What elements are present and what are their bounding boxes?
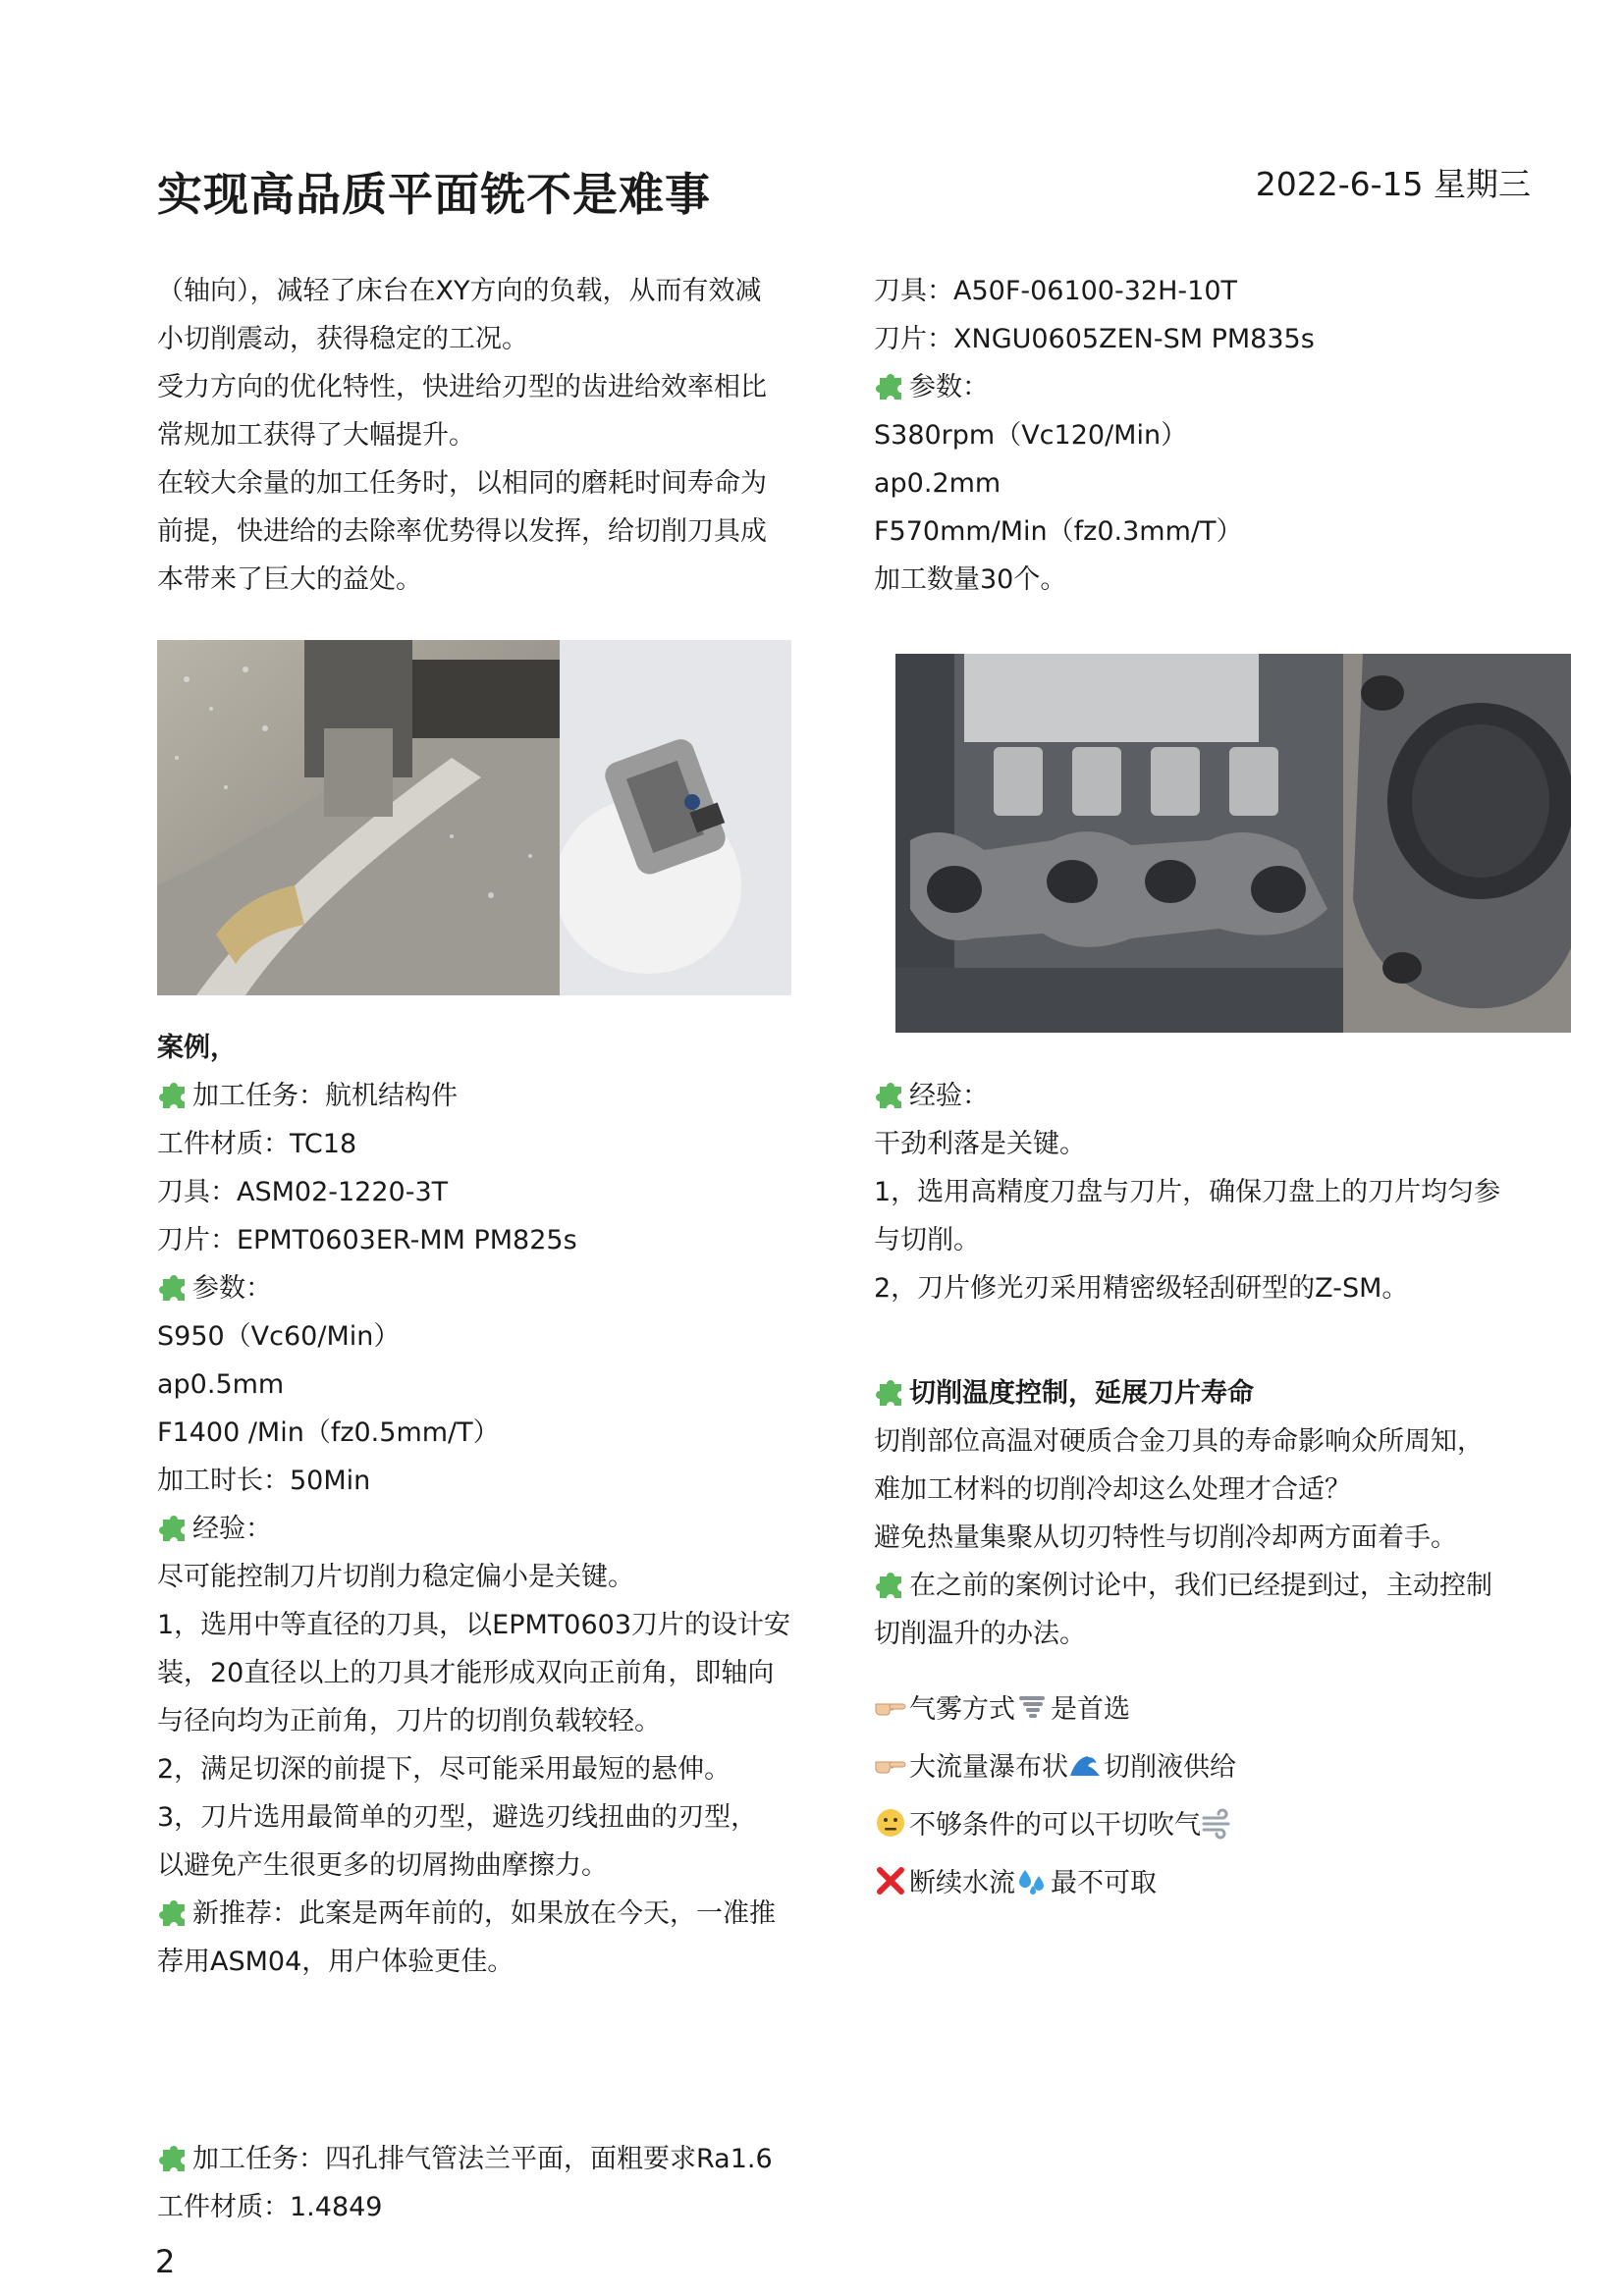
flange-closeup-photo (1343, 654, 1571, 1033)
text-line: ap0.5mm (157, 1369, 285, 1400)
pointing-hand-icon (874, 1690, 907, 1724)
puzzle-icon (874, 1567, 907, 1600)
puzzle-icon (157, 1510, 190, 1543)
params-label: 参数： (157, 1264, 825, 1312)
wind-icon (1201, 1806, 1234, 1840)
text-line: 干劲利落是关键。 (874, 1129, 1086, 1159)
text-line: 与径向均为正前角，刀片的切削负载较轻。 (157, 1706, 661, 1736)
cooling-options (874, 1681, 1561, 1912)
text-line: 受力方向的优化特性，快进给刃型的齿进给效率相比 (157, 372, 767, 402)
puzzle-icon (157, 2140, 190, 2173)
puzzle-icon (874, 368, 907, 401)
text-line: 尽可能控制刀片切削力稳定偏小是关键。 (157, 1562, 634, 1592)
case1-block (157, 1024, 825, 1986)
experience-label: 经验： (874, 1072, 1561, 1120)
text-line: 前提，快进给的去除率优势得以发挥，给切削刀具成 (157, 516, 767, 547)
text-line: S950（Vc60/Min） (157, 1321, 401, 1352)
text-line: 在之前的案例讨论中，我们已经提到过，主动控制 (874, 1562, 1561, 1610)
text-line: 与切削。 (874, 1225, 980, 1255)
option-flood: 大流量瀑布状 切削液供给 (874, 1738, 1561, 1796)
puzzle-icon (157, 1269, 190, 1303)
tornado-icon (1015, 1690, 1049, 1724)
text-line: （轴向），减轻了床台在XY方向的负载，从而有效减 (157, 276, 762, 306)
text-line: 加工时长：50Min (157, 1466, 371, 1496)
case2-block (157, 2135, 825, 2231)
text-line: 1，选用中等直径的刀具，以EPMT0603刀片的设计安 (157, 1610, 791, 1640)
intro-text (157, 267, 825, 604)
text-line: 小切削震动，获得稳定的工况。 (157, 324, 528, 354)
text-line: 切削部位高温对硬质合金刀具的寿命影响众所周知， (874, 1426, 1484, 1457)
text-line: 刀片：XNGU0605ZEN-SM PM835s (874, 324, 1315, 354)
text-line: 在较大余量的加工任务时，以相同的磨耗时间寿命为 (157, 468, 767, 499)
text-line: 刀具：A50F-06100-32H-10T (874, 276, 1237, 306)
text-line: 刀具：ASM02-1220-3T (157, 1177, 449, 1207)
text-line: 工件材质：1.4849 (157, 2192, 383, 2222)
case-heading: 案例， (157, 1033, 237, 1063)
recommend-line: 新推荐：此案是两年前的，如果放在今天，一准推 (157, 1890, 825, 1938)
text-line: 3，刀片选用最简单的刃型，避选刃线扭曲的刃型， (157, 1802, 758, 1833)
text-line: F570mm/Min（fz0.3mm/T） (874, 516, 1243, 547)
page-date: 2022-6-15 星期三 (1255, 165, 1531, 203)
puzzle-icon (874, 1374, 907, 1408)
milling-photo (157, 640, 560, 995)
text-line: 2，刀片修光刃采用精密级轻刮研型的Z-SM。 (874, 1273, 1409, 1304)
text-line: ap0.2mm (874, 468, 1001, 499)
case-task: 加工任务：四孔排气管法兰平面，面粗要求Ra1.6 (157, 2135, 825, 2183)
experience-label: 经验： (157, 1505, 825, 1553)
face-icon (874, 1806, 907, 1840)
text-line: 难加工材料的切削冷却这么处理才合适？ (874, 1474, 1351, 1505)
text-line: 本带来了巨大的益处。 (157, 564, 422, 595)
text-line: F1400 /Min（fz0.5mm/T） (157, 1417, 500, 1448)
option-intermittent: 断续水流 最不可取 (874, 1854, 1561, 1912)
params-label: 参数： (874, 363, 1561, 411)
text-line: 工件材质：TC18 (157, 1129, 357, 1159)
text-line: 加工数量30个。 (874, 564, 1067, 595)
text-line: 刀片：EPMT0603ER-MM PM825s (157, 1225, 577, 1255)
case2-cont (874, 267, 1561, 604)
option-dry: 不够条件的可以干切吹气 (874, 1796, 1561, 1854)
pointing-hand-icon (874, 1748, 907, 1782)
text-line: 荐用ASM04，用户体验更佳。 (157, 1947, 514, 1977)
temperature-section (874, 1369, 1561, 1658)
case-task: 加工任务：航机结构件 (157, 1072, 825, 1120)
text-line: 切削温升的办法。 (874, 1619, 1086, 1649)
text-line: 以避免产生很更多的切屑拗曲摩擦力。 (157, 1850, 608, 1881)
puzzle-icon (874, 1077, 907, 1110)
cross-icon (874, 1864, 907, 1897)
puzzle-icon (157, 1895, 190, 1928)
option-mist: 气雾方式 是首选 (874, 1681, 1561, 1738)
experience-block (874, 1072, 1561, 1312)
puzzle-icon (157, 1077, 190, 1110)
text-line: S380rpm（Vc120/Min） (874, 420, 1188, 451)
cutter-photo (560, 640, 791, 995)
text-line: 避免热量集聚从切刃特性与切削冷却两方面着手。 (874, 1522, 1457, 1553)
text-line: 常规加工获得了大幅提升。 (157, 420, 475, 451)
text-line: 装，20直径以上的刀具才能形成双向正前角，即轴向 (157, 1658, 775, 1688)
section-heading: 切削温度控制，延展刀片寿命 (874, 1369, 1561, 1417)
droplets-icon (1015, 1864, 1049, 1897)
text-line: 2，满足切深的前提下，尽可能采用最短的悬伸。 (157, 1754, 731, 1785)
flange-fixture-photo (895, 654, 1343, 1033)
page-number: 2 (155, 2243, 176, 2280)
wave-icon (1068, 1748, 1102, 1782)
page-title: 实现高品质平面铣不是难事 (157, 168, 711, 221)
text-line: 1，选用高精度刀盘与刀片，确保刀盘上的刀片均匀参 (874, 1177, 1501, 1207)
